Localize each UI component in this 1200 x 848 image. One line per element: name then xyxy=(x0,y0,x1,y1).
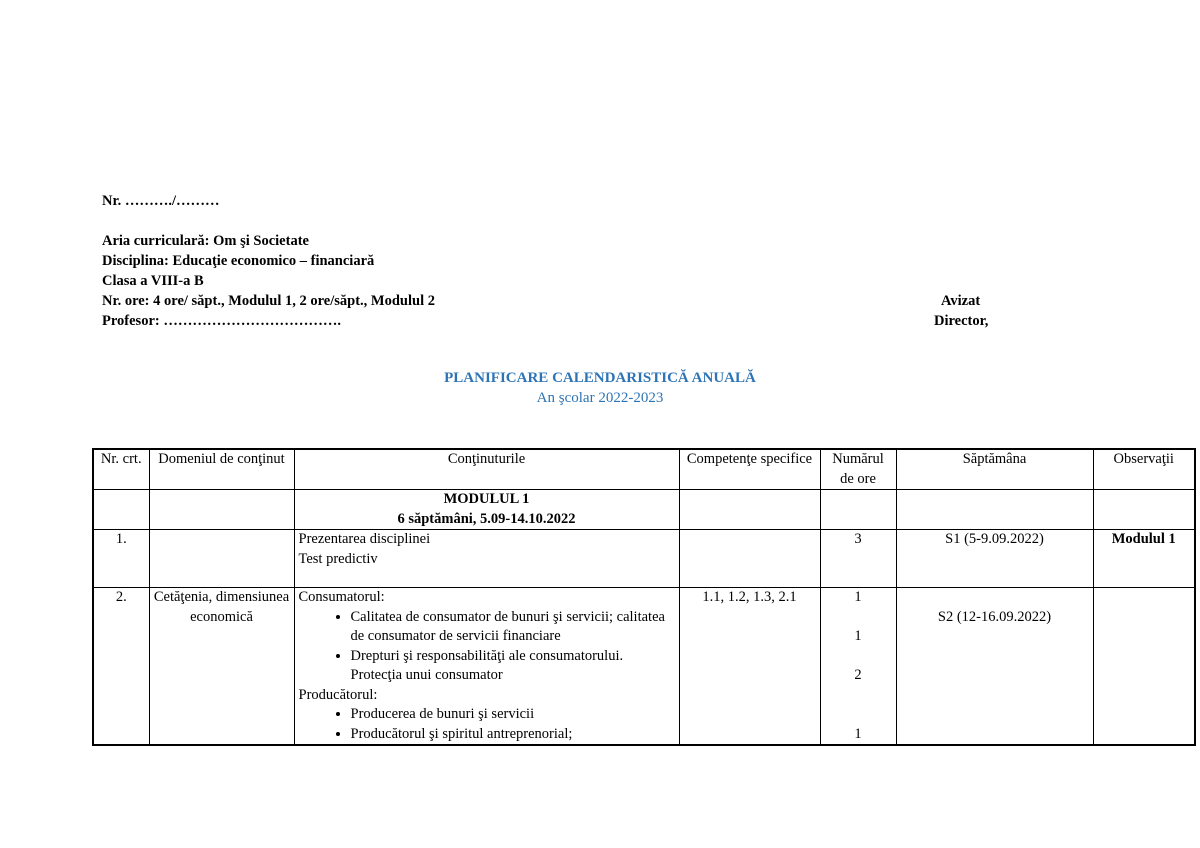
module-cell xyxy=(294,490,679,530)
content-heading: Producătorul: xyxy=(298,686,378,703)
document-title: PLANIFICARE CALENDARISTICĂ ANUALĂ xyxy=(444,370,756,386)
director-label: Director, xyxy=(934,313,989,329)
row-observations: Modulul 1 xyxy=(1093,530,1195,588)
content-line: Test predictiv xyxy=(298,550,378,567)
hours-per-week: Nr. ore: 4 ore/ săpt., Modulul 1, 2 ore/săpt., Modulul 2 xyxy=(102,293,435,309)
content-line: Prezentarea disciplinei xyxy=(298,531,431,547)
planning-table xyxy=(92,448,1196,746)
hours-value: 1 xyxy=(854,628,862,644)
col-header-domain: Domeniul de conţinut xyxy=(149,449,294,490)
table-header-row xyxy=(93,449,1195,490)
hours-value: 1 xyxy=(854,725,862,742)
row-domain: Cetăţenia, dimensiunea economică xyxy=(149,588,294,746)
col-header-nr: Nr. crt. xyxy=(93,449,149,490)
module-row xyxy=(93,490,1195,530)
row-contents xyxy=(294,530,679,588)
col-header-contents: Conţinuturile xyxy=(294,449,679,490)
row-week xyxy=(896,588,1093,746)
school-year: An şcolar 2022-2023 xyxy=(536,390,664,406)
curricular-area: Aria curriculară: Om şi Societate xyxy=(102,233,309,249)
list-item: • Producerea de bunuri şi servicii xyxy=(351,705,675,725)
class: Clasa a VIII-a B xyxy=(102,273,204,289)
module-period: 6 săptămâni, 5.09-14.10.2022 xyxy=(397,510,576,527)
row-contents xyxy=(294,588,679,746)
list-item: • Calitatea de consumator de bunuri şi servicii; calitatea de consumator de servicii financiare xyxy=(351,608,675,647)
module-title: MODULUL 1 xyxy=(443,491,530,507)
row-nr: 2. xyxy=(93,588,149,746)
hours-value: 1 xyxy=(854,589,862,605)
approval-label: Avizat xyxy=(941,293,981,309)
table-row xyxy=(93,588,1195,746)
row-hours xyxy=(820,588,896,746)
discipline: Disciplina: Educaţie economico – financiară xyxy=(102,253,375,269)
hours-value: 2 xyxy=(854,667,862,683)
bullet-list xyxy=(299,608,675,686)
row-week: S1 (5-9.09.2022) xyxy=(896,530,1093,588)
col-header-observations: Observaţii xyxy=(1093,449,1195,490)
list-item: • Drepturi şi responsabilităţi ale consumatorului. Protecţia unui consumator xyxy=(351,647,675,686)
col-header-hours: Numărul de ore xyxy=(820,449,896,490)
row-nr: 1. xyxy=(93,530,149,588)
table-row xyxy=(93,530,1195,588)
week-value: S2 (12-16.09.2022) xyxy=(937,608,1052,625)
document-number: Nr. ………./……… xyxy=(102,193,220,209)
row-competences: 1.1, 1.2, 1.3, 2.1 xyxy=(679,588,820,746)
row-hours: 3 xyxy=(820,530,896,588)
col-header-competences: Competenţe specifice xyxy=(679,449,820,490)
list-item: • Producătorul şi spiritul antreprenorial; xyxy=(351,725,675,745)
bullet-list xyxy=(299,705,675,744)
content-heading: Consumatorul: xyxy=(298,589,385,605)
col-header-week: Săptămâna xyxy=(896,449,1093,490)
teacher: Profesor: ………………………………. xyxy=(102,313,341,329)
